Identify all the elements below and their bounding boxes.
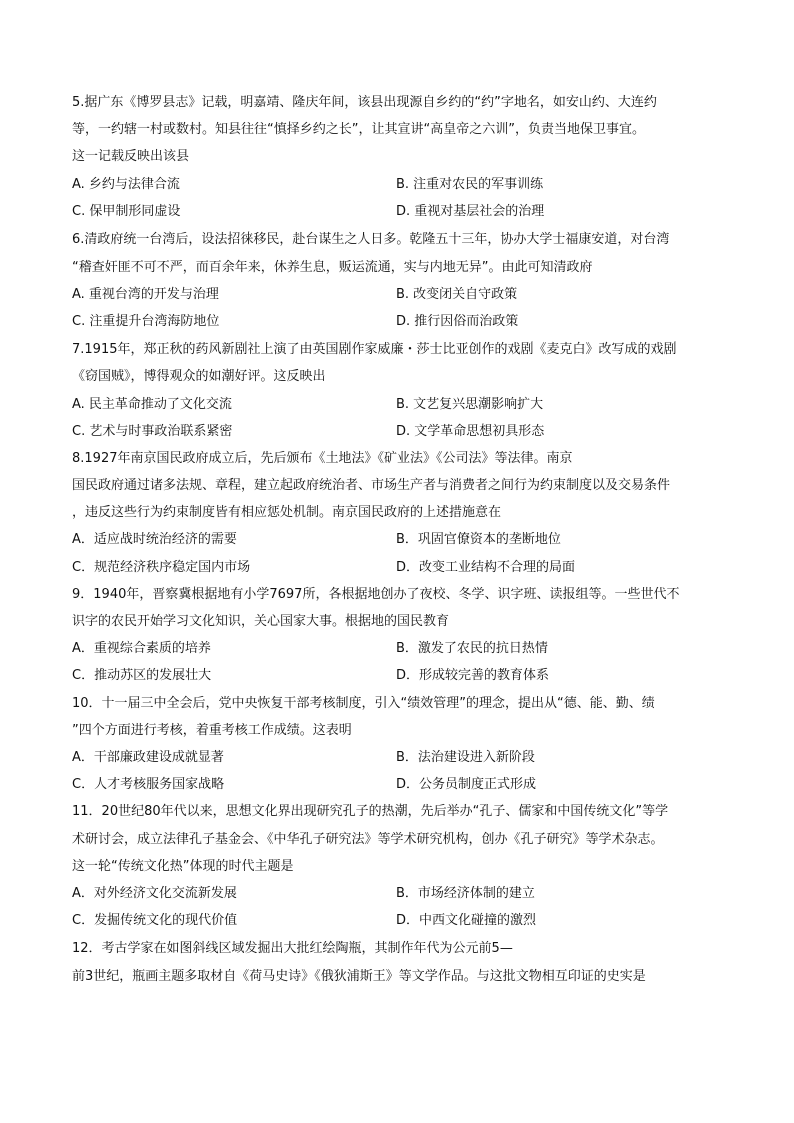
q5-option-b[interactable]: B. 注重对农民的军事训练 (396, 177, 544, 192)
q9-option-c[interactable]: C．推动苏区的发展壮大 (72, 668, 212, 683)
q11-option-d[interactable]: D．中西文化碰撞的激烈 (396, 913, 537, 928)
q5-option-a[interactable]: A. 乡约与法律合流 (72, 177, 180, 192)
q12-stem-line-1: 12．考古学家在如图斜线区域发掘出大批红绘陶瓶，其制作年代为公元前5— (72, 941, 513, 956)
q8-stem-line-2: 国民政府通过诸多法规、章程，建立起政府统治者、市场生产者与消费者之间行为约束制度以及交易条件 (72, 478, 671, 493)
q8-option-b[interactable]: B．巩固官僚资本的垄断地位 (396, 532, 561, 547)
q6-option-c[interactable]: C. 注重提升台湾海防地位 (72, 314, 220, 329)
q7-option-c[interactable]: C. 艺术与时事政治联系紧密 (72, 424, 233, 439)
q8-option-a[interactable]: A．适应战时统治经济的需要 (72, 532, 237, 547)
q10-option-b[interactable]: B．法治建设进入新阶段 (396, 750, 535, 765)
q7-stem-line-2: 《窃国贼》，博得观众的如潮好评。这反映出 (72, 369, 326, 384)
q8-option-d[interactable]: D．改变工业结构不合理的局面 (396, 560, 576, 575)
q9-stem-line-2: 识字的农民开始学习文化知识，关心国家大事。根据地的国民教育 (72, 614, 450, 629)
q5-stem-line-3: 这一记载反映出该县 (72, 149, 190, 164)
q10-stem-line-2: ”四个方面进行考核，着重考核工作成绩。这表明 (72, 723, 352, 738)
q9-option-a[interactable]: A．重视综合素质的培养 (72, 641, 211, 656)
q12-stem-line-2: 前3世纪，瓶画主题多取材自《荷马史诗》《俄狄浦斯王》等文学作品。与这批文物相互印证的史实是 (72, 969, 646, 984)
q11-stem-line-3: 这一轮“传统文化热”体现的时代主题是 (72, 859, 294, 874)
q6-option-d[interactable]: D. 推行因俗而治政策 (396, 314, 519, 329)
q6-stem-line-1: 6.清政府统一台湾后，设法招徕移民，赴台谋生之人日多。乾隆五十三年，协办大学士福康安道，对台湾 (72, 232, 670, 247)
q11-option-b[interactable]: B．市场经济体制的建立 (396, 886, 535, 901)
q7-option-d[interactable]: D. 文学革命思想初具形态 (396, 424, 545, 439)
q11-stem-line-1: 11．20世纪80年代以来，思想文化界出现研究孔子的热潮，先后举办“孔子、儒家和中国传统文化”等学 (72, 804, 669, 819)
q6-stem-line-2: “稽查奸匪不可不严，而百余年来，休养生息，贩运流通，实与内地无异”。由此可知清政府 (72, 260, 593, 275)
q10-stem-line-1: 10．十一届三中全会后，党中央恢复干部考核制度，引入“绩效管理”的理念，提出从“德、能、勤、绩 (72, 696, 655, 711)
q6-option-a[interactable]: A. 重视台湾的开发与治理 (72, 287, 219, 302)
q5-option-d[interactable]: D. 重视对基层社会的治理 (396, 204, 545, 219)
q10-option-d[interactable]: D．公务员制度正式形成 (396, 777, 537, 792)
q11-option-c[interactable]: C．发掘传统文化的现代价值 (72, 913, 238, 928)
q5-stem-line-1: 5.据广东《博罗县志》记载，明嘉靖、隆庆年间，该县出现源自乡约的“约”字地名，如安山约、大连约 (72, 95, 657, 110)
q10-option-c[interactable]: C．人才考核服务国家战略 (72, 777, 225, 792)
q9-option-d[interactable]: D．形成较完善的教育体系 (396, 668, 550, 683)
q5-stem-line-2: 等，一约辖一村或数村。知县往往“慎择乡约之长”，让其宣讲“高皇帝之六训”，负责当地保卫事宜。 (72, 122, 645, 137)
q8-stem-line-3: ，违反这些行为约束制度皆有相应惩处机制。南京国民政府的上述措施意在 (72, 505, 502, 520)
q8-stem-line-1: 8.1927年南京国民政府成立后，先后颁布《土地法》《矿业法》《公司法》等法律。南京 (72, 451, 573, 466)
q9-stem-line-1: 9．1940年，晋察冀根据地有小学7697所，各根据地创办了夜校、冬学、识字班、读报组等。一些世代不 (72, 587, 680, 602)
q6-option-b[interactable]: B. 改变闭关自守政策 (396, 287, 518, 302)
q7-option-b[interactable]: B. 文艺复兴思潮影响扩大 (396, 397, 544, 412)
q9-option-b[interactable]: B．激发了农民的抗日热情 (396, 641, 548, 656)
q7-stem-line-1: 7.1915年，郑正秋的药风新剧社上演了由英国剧作家威廉・莎士比亚创作的戏剧《麦克白》改写成的戏剧 (72, 342, 677, 357)
q8-option-c[interactable]: C．规范经济秩序稳定国内市场 (72, 560, 251, 575)
q7-option-a[interactable]: A. 民主革命推动了文化交流 (72, 397, 232, 412)
q10-option-a[interactable]: A．干部廉政建设成就显著 (72, 750, 224, 765)
q11-option-a[interactable]: A．对外经济文化交流新发展 (72, 886, 237, 901)
q5-option-c[interactable]: C. 保甲制形同虚设 (72, 204, 181, 219)
q11-stem-line-2: 术研讨会，成立法律孔子基金会、《中华孔子研究法》等学术研究机构，创办《孔子研究》等学术杂志。 (72, 832, 664, 847)
